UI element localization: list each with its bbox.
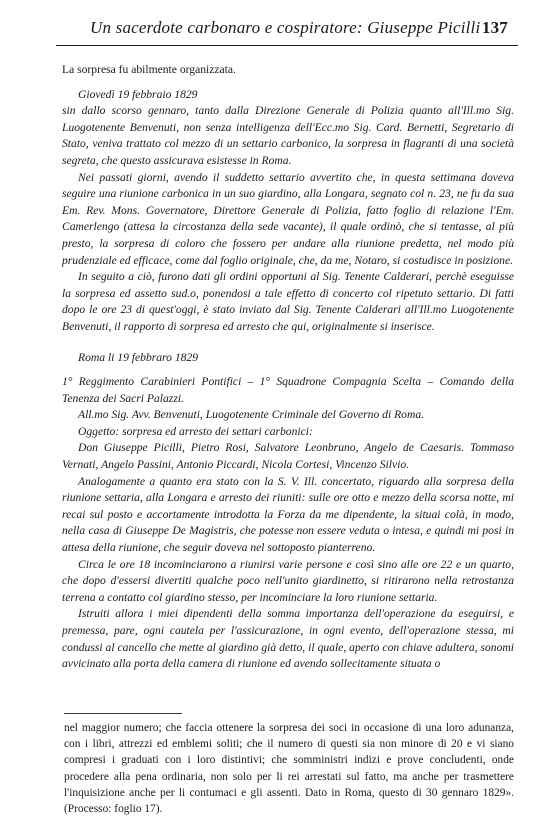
- intro-line: La sorpresa fu abilmente organizzata.: [62, 63, 236, 76]
- paragraph-4: Analogamente a quanto era stato con la S. V. Ill. concertato, riguardo alla sorpresa della riunione settaria, alla Longara e arresto dei riuniti: sulle ore otto e mezzo della scorsa notte, mi recai sul posto e accortamente introdotta la Forza da me dipendente, la situai colà, in modo, nella casa di Giuseppe De Magistris, che potesse non essere veduta o intesa, e quindi mi posi in attesa della riunione, che seguir doveva nel sottoposto pianterreno.: [62, 474, 514, 555]
- regiment-line: 1° Reggimento Carabinieri Pontifici – 1° Squadrone Compagnia Scelta – Comando della Tenenza dei Sacri Palazzi.: [62, 375, 514, 405]
- footnote-text: nel maggior numero; che faccia ottenere la sorpresa dei soci in occasione di una loro adunanza, con i libri, attrezzi ed emblemi soliti; che il numero di questi sia non minore di 20 e vi siano compresi i graduati con i loro distintivi; che somministri indizi e prove concludenti, onde procedere alla pena ordinaria, non solo per li rei arrestati sul fatto, ma anche per trasmettere l'inquisizione anche per li contumaci e gli assenti. Dato in Roma, questo di 30 gennaro 1829». (Processo: foglio 17).: [64, 722, 514, 816]
- paragraph-1: sin dallo scorso gennaro, tanto dalla Direzione Generale di Polizia quanto all'Ill.mo Sig. Luogotenente Benvenuti, non senza intelligenza dell'Ecc.mo Sig. Card. Bernetti, Segretario di Stato, veniva trattato col mezzo di un settario carbonico, la sorpresa in flagranti di una società segreta, che questo assicurava esistesse in Roma.: [62, 104, 514, 167]
- addressee-line: All.mo Sig. Avv. Benvenuti, Luogotenente Criminale del Governo di Roma.: [78, 408, 425, 422]
- paragraph-3: In seguito a ciò, furono dati gli ordini opportuni al Sig. Tenente Calderari, perchè eseguisse la sorpresa ed assetto sud.o, ponendosi a tale effetto di concerto col ripetuto settario. Di fatti dopo le ore 23 di quest'oggi, è stato inviato dal Sig. Tenente Calderari all'Ill.mo Luogotenente Benvenuti, il rapporto di sorpresa ed arresto che qui, originalmente si inserisce.: [62, 270, 514, 333]
- date-line-2: Roma li 19 febbraro 1829: [78, 350, 199, 364]
- date-line-1: Giovedì 19 febbraio 1829: [78, 87, 198, 101]
- main-text: [62, 62, 514, 673]
- page-header: [90, 18, 508, 38]
- running-title: Un sacerdote carbonaro e cospiratore: Giuseppe Picilli: [90, 18, 481, 37]
- header-rule: [56, 45, 518, 46]
- footnote-rule: [64, 713, 182, 714]
- page-number: 137: [481, 18, 508, 37]
- names-list: Don Giuseppe Picilli, Pietro Rosi, Salvatore Leonbruno, Angelo de Caesaris. Tommaso Vernati, Angelo Passini, Antonio Piccardi, Nicola Cortesi, Vincenzo Silvio.: [62, 441, 514, 472]
- footnote: [64, 720, 514, 817]
- paragraph-6: Istruiti allora i miei dipendenti della somma importanza dell'operazione da eseguirsi, e premessa, pare, ogni cautela per l'assicurazione, in ogni evento, dell'operazione stessa, mi condussi al cancello che mette al giardino già detto, il quale, aperto con chiave adultera, sonomi avvicinato alla porta della camera di riunione ed avendo sollecitamente situata o: [62, 607, 514, 671]
- paragraph-2: Nei passati giorni, avendo il suddetto settario avvertito che, in questa settimana doveva seguire una riunione carbonica in un suo giardino, alla Longara, segnato col n. 23, ne fu da sua Em. Rev. Mons. Governatore, Direttore Generale di Polizia, fatto foglio di relazione l'Em. Camerlengo (attesa la circostanza della sede vacante), il quale ordinò, che si tentasse, al più presto, la sorpresa di coloro che fossero per andare alla riunione predetta, nel modo più prudenziale ed efficace, come dal foglio originale, che, da me, Notaro, si costudisce in posizione.: [62, 170, 514, 267]
- subject-line: Oggetto: sorpresa ed arresto dei settari carbonici:: [78, 424, 313, 438]
- paragraph-5: Circa le ore 18 incominciarono a riunirsi varie persone e così sino alle ore 22 e un quarto, che dopo d'essersi divertiti qualche poco nell'unito giardinetto, si ritirarono nella retrostanza terrena a contatto col giardino stesso, per incominciare la loro riunione settaria.: [62, 557, 514, 604]
